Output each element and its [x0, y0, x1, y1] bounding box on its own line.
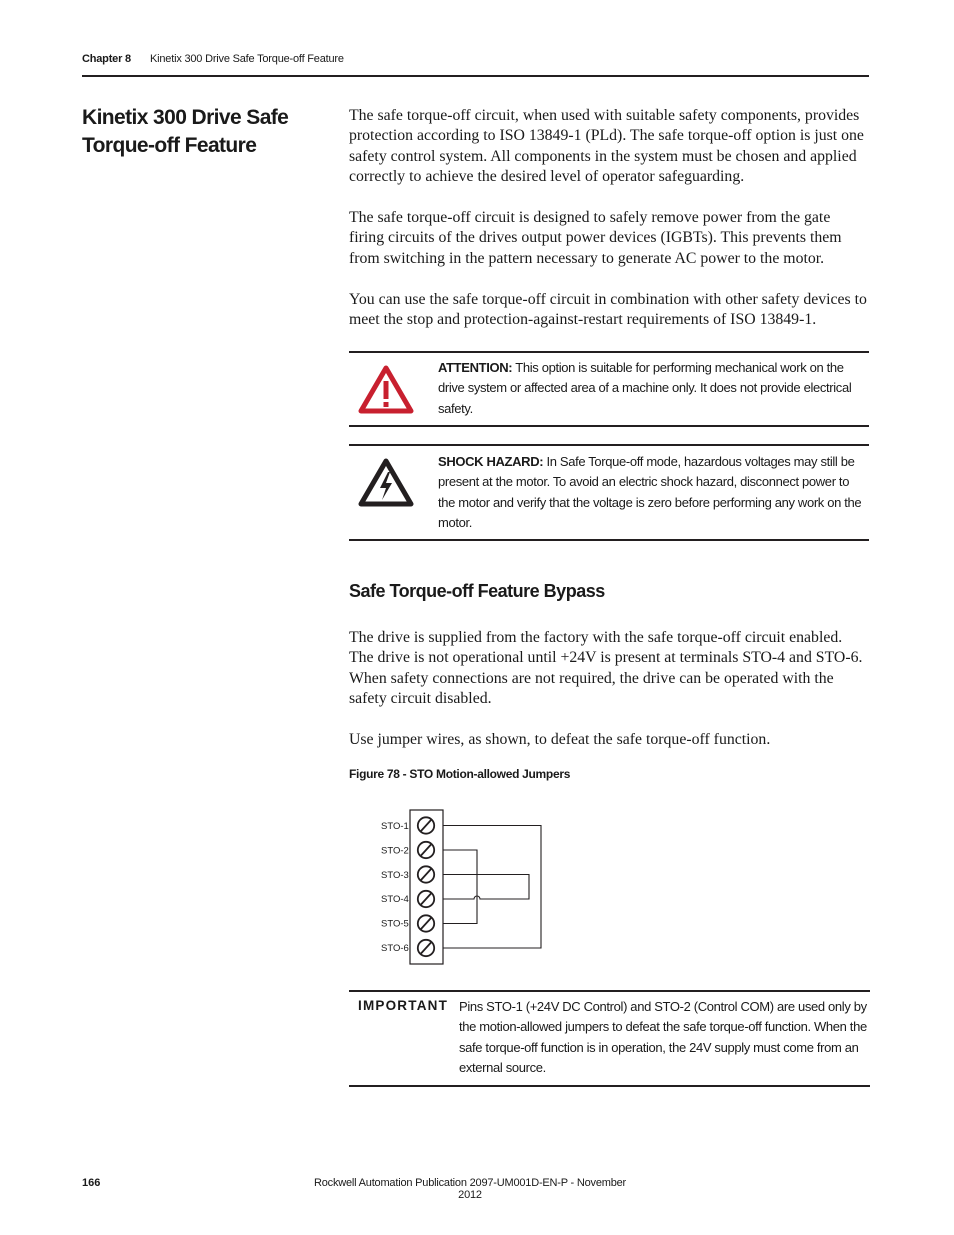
- shock-hazard-body: In Safe Torque-off mode, hazardous voltages may still be present at the motor. To avoid an electric shock hazard, disconnect power to the motor and verify that the voltage is zero before performing any work on the motor.: [438, 454, 862, 530]
- page-number: 166: [82, 1177, 101, 1189]
- terminal-label-sto-5: STO-5: [381, 918, 409, 930]
- jumper-wires: [443, 826, 541, 949]
- jumper-sto3-sto4: [443, 875, 529, 900]
- terminal-label-sto-2: STO-2: [381, 845, 409, 857]
- attention-text: [438, 358, 863, 419]
- bypass-paragraph-1: The drive is supplied from the factory with the safe torque-off circuit enabled. The drive is not operational until +24V is present at terminals STO-4 and STO-6. When safety connections are not required, the drive can be operated with the safety circuit disabled.: [349, 629, 863, 708]
- attention-notice: [349, 351, 869, 427]
- running-header-title: Kinetix 300 Drive Safe Torque-off Feature: [150, 53, 344, 65]
- intro-paragraph-1: The safe torque-off circuit, when used with suitable safety components, provides protection according to ISO 13849-1 (PLd). The safe torque-off option is just one safety control system. All components in the system must be chosen and applied correctly to achieve the desired level of operator safeguarding.: [349, 107, 864, 186]
- chapter-label: Chapter 8: [82, 53, 131, 65]
- attention-body: This option is suitable for performing mechanical work on the drive system or affected area of a machine only. It does not provide electrical safety.: [438, 360, 852, 416]
- terminal-label-sto-3: STO-3: [381, 870, 409, 881]
- intro-paragraph-3: You can use the safe torque-off circuit in combination with other safety devices to meet the stop and protection-against-restart requirements of ISO 13849-1.: [349, 291, 867, 329]
- publication-info: Rockwell Automation Publication 2097-UM001D-EN-P - November 2012: [313, 1177, 627, 1201]
- shock-hazard-label: SHOCK HAZARD:: [438, 454, 544, 469]
- shock-hazard-notice: [349, 444, 869, 541]
- intro-paragraph-2: The safe torque-off circuit is designed to safely remove power from the gate firing circuits of the drives output power devices (IGBTs). This prevents them from switching in the pattern necessary to generate AC power to the motor.: [349, 209, 842, 267]
- important-label: IMPORTANT: [358, 998, 449, 1013]
- important-text: Pins STO-1 (+24V DC Control) and STO-2 (Control COM) are used only by the motion-allowed jumpers to defeat the safe torque-off function. When the safe torque-off function is in operation, the 24V supply must come from an external source.: [459, 999, 867, 1075]
- jumper-sto2-sto5: [443, 850, 477, 924]
- header-rule: [82, 75, 869, 77]
- warning-exclamation-icon: [358, 365, 414, 415]
- sto-jumper-diagram: [370, 805, 550, 970]
- bypass-paragraph-2: Use jumper wires, as shown, to defeat the safe torque-off function.: [349, 731, 771, 748]
- shock-hazard-icon: [358, 458, 414, 508]
- section-title: Kinetix 300 Drive Safe Torque-off Feature: [82, 106, 289, 157]
- shock-hazard-text: [438, 452, 863, 533]
- terminal-label-sto-1: STO-1: [381, 821, 409, 832]
- attention-label: ATTENTION:: [438, 360, 513, 375]
- terminal-label-sto-4: STO-4: [381, 894, 409, 905]
- important-notice: [349, 990, 870, 1087]
- bypass-heading: Safe Torque-off Feature Bypass: [349, 581, 605, 601]
- terminal-label-sto-6: STO-6: [381, 943, 409, 954]
- figure-caption: Figure 78 - STO Motion-allowed Jumpers: [349, 767, 571, 781]
- jumper-sto1-sto6: [443, 826, 541, 949]
